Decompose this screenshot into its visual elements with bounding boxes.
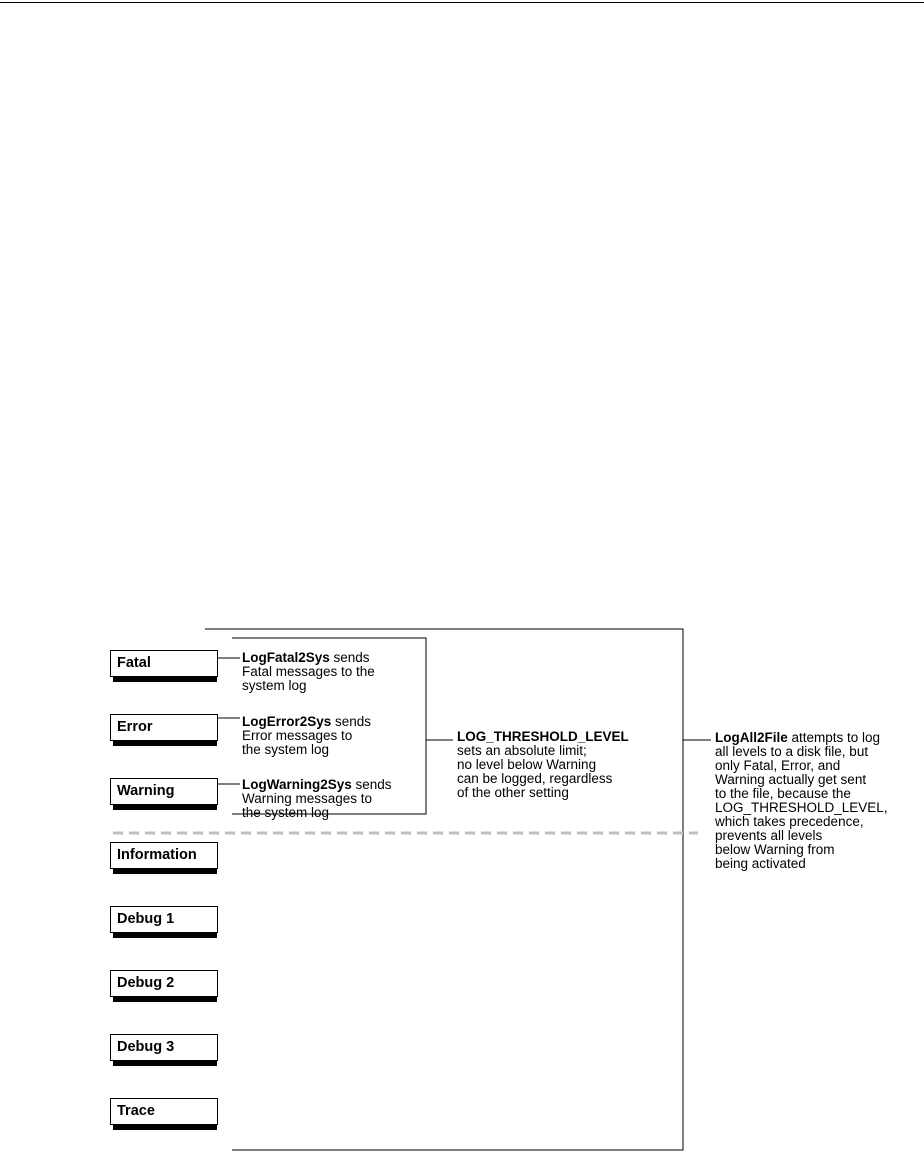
level-label: Warning — [110, 778, 218, 805]
note-log-threshold-level — [457, 730, 629, 800]
level-label: Debug 2 — [110, 970, 218, 997]
note-title: LogFatal2Sys — [242, 650, 330, 665]
level-debug3-box — [110, 1034, 216, 1065]
note-text: sets an absolute limit; no level below Warning can be logged, regardless of the other setting — [457, 743, 613, 800]
level-information-box — [110, 842, 216, 873]
level-label: Fatal — [110, 650, 218, 677]
level-debug1-box — [110, 906, 216, 937]
note-text: sends Error messages to the system log — [242, 714, 372, 757]
note-logfatal2sys — [242, 651, 375, 693]
note-title: LogError2Sys — [242, 714, 332, 729]
level-label: Debug 3 — [110, 1034, 218, 1061]
note-logerror2sys — [242, 715, 371, 757]
note-logwarning2sys — [242, 778, 392, 820]
note-text: attempts to log all levels to a disk file, but only Fatal, Error, and Warning actually get sent to the file, because the LOG_THRESHOLD_LEVEL, which takes precedence, prevents all levels below Warning from being activated — [715, 730, 888, 871]
level-warning-box — [110, 778, 216, 809]
level-label: Debug 1 — [110, 906, 218, 933]
level-trace-box — [110, 1098, 216, 1129]
note-text: sends Fatal messages to the system log — [242, 650, 375, 693]
note-title: LogAll2File — [715, 730, 788, 745]
note-title: LOG_THRESHOLD_LEVEL — [457, 729, 629, 744]
note-title: LogWarning2Sys — [242, 777, 352, 792]
level-label: Trace — [110, 1098, 218, 1125]
level-label: Information — [110, 842, 218, 869]
level-fatal-box — [110, 650, 216, 681]
level-error-box — [110, 714, 216, 745]
note-logall2file — [715, 731, 888, 871]
level-debug2-box — [110, 970, 216, 1001]
all2file-bracket — [205, 629, 683, 1150]
level-label: Error — [110, 714, 218, 741]
note-text: sends Warning messages to the system log — [242, 777, 392, 820]
